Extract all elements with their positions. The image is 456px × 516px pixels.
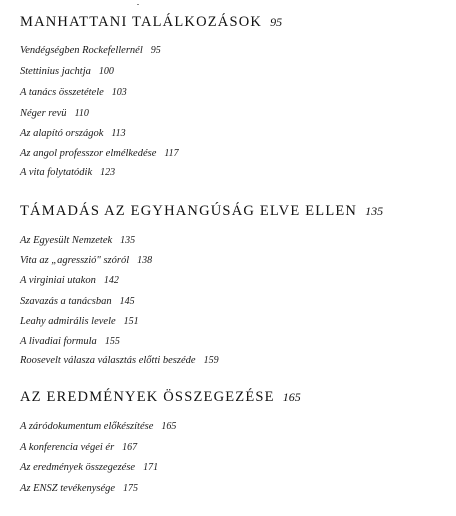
toc-entry — [20, 66, 114, 77]
section-heading — [20, 389, 301, 406]
section-title: TÁMADÁS AZ EGYHANGÚSÁG ELVE ELLEN — [20, 203, 358, 219]
entry-title: Vendégségben Rockefellernél — [20, 45, 143, 56]
section-heading — [20, 203, 383, 220]
entry-page-number: 167 — [122, 442, 138, 453]
toc-entry — [20, 336, 120, 347]
entry-title: A virginiai utakon — [20, 275, 96, 286]
toc-entry — [20, 128, 126, 139]
entry-title: Az eredmények összegezése — [20, 462, 136, 473]
entry-page-number: 95 — [150, 45, 161, 56]
toc-entry — [20, 275, 119, 286]
entry-page-number: 165 — [161, 421, 177, 432]
entry-title: Leahy admirális levele — [20, 316, 116, 327]
toc-entry — [20, 235, 135, 246]
entry-title: Roosevelt válasza választás előtti beszéde — [20, 355, 196, 366]
entry-title: Az ENSZ tevékenysége — [20, 483, 116, 494]
entry-title: A vita folytatódik — [20, 167, 93, 178]
section-title: MANHATTANI TALÁLKOZÁSOK — [20, 14, 263, 30]
toc-entry — [20, 316, 139, 327]
entry-title: Az angol professzor elmélkedése — [20, 148, 157, 159]
entry-page-number: 135 — [120, 235, 136, 246]
section-page-number: 95 — [270, 15, 283, 29]
entry-title: Vita az „agresszió" szóról — [20, 255, 130, 266]
entry-page-number: 175 — [123, 483, 139, 494]
entry-page-number: 138 — [137, 255, 153, 266]
section-title: AZ EREDMÉNYEK ÖSSZEGEZÉSE — [20, 389, 275, 405]
entry-page-number: 110 — [74, 108, 89, 119]
entry-page-number: 159 — [203, 355, 219, 366]
entry-title: Stettinius jachtja — [20, 66, 91, 77]
entry-page-number: 151 — [123, 316, 139, 327]
entry-page-number: 155 — [104, 336, 120, 347]
entry-title: A tanács összetétele — [20, 87, 104, 98]
toc-entry — [20, 355, 219, 366]
toc-entry — [20, 483, 138, 494]
entry-page-number: 117 — [164, 148, 179, 159]
entry-page-number: 100 — [98, 66, 114, 77]
entry-title: Az Egyesült Nemzetek — [20, 235, 113, 246]
entry-page-number: 142 — [103, 275, 119, 286]
entry-page-number: 171 — [143, 462, 159, 473]
entry-title: Szavazás a tanácsban — [20, 296, 112, 307]
section-heading — [20, 14, 282, 31]
entry-page-number: 145 — [119, 296, 135, 307]
entry-title: Néger revü — [20, 108, 67, 119]
section-page-number: 165 — [282, 390, 301, 404]
toc-entry — [20, 255, 152, 266]
toc-entry — [20, 167, 115, 178]
toc-entry — [20, 108, 89, 119]
toc-entry — [20, 45, 161, 56]
entry-title: A livadiai formula — [20, 336, 97, 347]
entry-page-number: 103 — [111, 87, 127, 98]
section-page-number: 135 — [365, 204, 384, 218]
toc-entry — [20, 148, 179, 159]
toc-entry — [20, 462, 158, 473]
scan-speck — [137, 4, 139, 5]
toc-entry — [20, 296, 135, 307]
toc-entry — [20, 442, 137, 453]
entry-page-number: 113 — [111, 128, 126, 139]
toc-entry — [20, 87, 127, 98]
entry-title: A konferencia végei ér — [20, 442, 115, 453]
toc-entry — [20, 421, 176, 432]
entry-page-number: 123 — [100, 167, 116, 178]
entry-title: A záródokumentum előkészítése — [20, 421, 154, 432]
entry-title: Az alapító országok — [20, 128, 104, 139]
